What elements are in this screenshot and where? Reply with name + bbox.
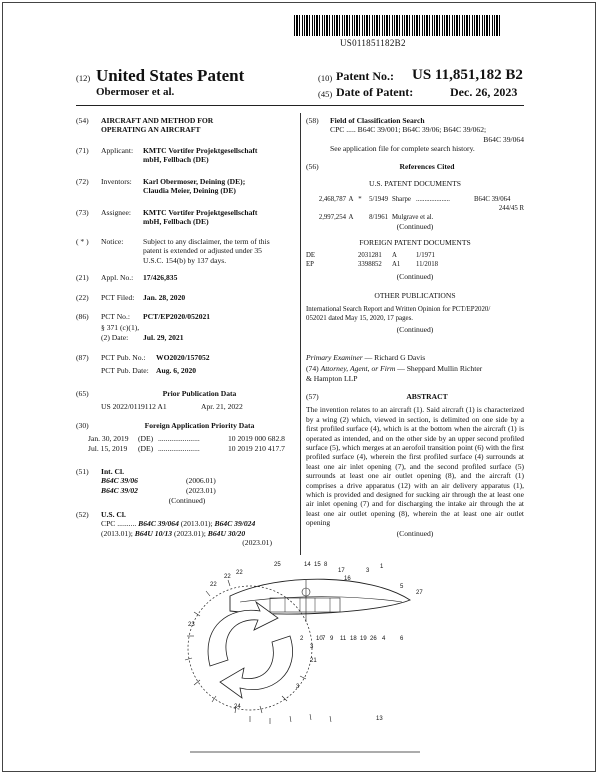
date-label: Date of Patent: (336, 85, 414, 99)
ref-number: 2,468,787 (318, 195, 346, 203)
cpc-class: B64U 10/13 (134, 528, 173, 538)
code: (65) (76, 389, 89, 398)
field-search-note: See application file for complete search history. (330, 143, 475, 153)
cpc-version: (2023.01) (242, 537, 272, 547)
attorney-line2: & Hampton LLP (306, 373, 358, 383)
header-rule (76, 105, 524, 106)
figure-label: 22 (236, 570, 243, 576)
figure-label: 3 (366, 568, 370, 574)
code: (22) (76, 293, 89, 302)
foreign-number: 2031281 (358, 252, 382, 260)
figure-label: 6 (400, 636, 404, 642)
figure-label: 3 (296, 684, 300, 690)
foreign-kind: A (392, 252, 397, 260)
inventors-line1: Karl Obermoser, Deining (DE); (143, 177, 246, 186)
foreign-docs-continued: (Continued) (396, 271, 434, 281)
table-row (76, 444, 298, 453)
figure-label: 11 (340, 636, 347, 642)
cpc-class: B64C 39/024 (214, 519, 256, 529)
barcode (294, 15, 502, 36)
patent-no: US 11,851,182 B2 (412, 67, 523, 83)
inventors-line2: Claudia Meier, Deining (DE) (143, 186, 236, 196)
figure-label: 5 (400, 584, 404, 590)
field-search-cpc-cont: B64C 39/064 (483, 134, 524, 144)
table-row (306, 260, 524, 269)
ref-kind: A (348, 214, 354, 222)
code: (54) (76, 116, 89, 125)
flow-arrows (185, 580, 331, 724)
doc-type: United States Patent (96, 66, 245, 85)
ref-number: 2,997,254 (318, 214, 346, 222)
assignee-label: Assignee: (101, 208, 131, 217)
field-search-section (306, 116, 524, 153)
s371-label: § 371 (c)(1), (101, 323, 140, 333)
code: (51) (76, 467, 89, 476)
us-cl-section (76, 510, 298, 547)
patent-figure (170, 556, 430, 766)
us-docs-continued: (Continued) (396, 222, 434, 232)
figure-label: 2 (300, 636, 304, 642)
ref-name: Mulgrave et al. (392, 214, 434, 222)
patent-no-label: Patent No.: (336, 69, 394, 83)
appl-section (76, 273, 298, 282)
cpc-class: B64U 30/20 (207, 528, 246, 538)
notice-line2: patent is extended or adjusted under 35 (143, 246, 262, 256)
figure-label: 8 (324, 562, 328, 568)
figure-label: 21 (310, 658, 317, 664)
code: (87) (76, 353, 89, 362)
foreign-country: EP (306, 261, 314, 269)
code: (86) (76, 312, 89, 321)
attorney-line1: — Sheppard Mullin Richter (397, 364, 483, 374)
figure-label: 4 (382, 636, 386, 642)
code: (71) (76, 146, 89, 155)
foreign-docs-heading: FOREIGN PATENT DOCUMENTS (359, 237, 471, 247)
flow-arrow-lower (220, 636, 293, 698)
foreign-kind: A1 (392, 261, 401, 269)
s371-date-label: (2) Date: (101, 332, 129, 342)
assignee-line2: mbH, Fellbach (DE) (143, 217, 209, 227)
flow-arrow-upper (208, 602, 278, 666)
ref-date: 8/1961 (369, 214, 388, 222)
int-cl-label: Int. Cl. (101, 467, 124, 476)
title-section (76, 116, 296, 135)
other-pub-line1: International Search Report and Written Opinion for PCT/EP2020/ (306, 306, 491, 314)
other-pub-line2: 052021 dated May 15, 2020, 17 pages. (306, 314, 413, 322)
int-cl-class: B64C 39/06 (101, 476, 138, 486)
title-line1: AIRCRAFT AND METHOD FOR (101, 116, 214, 125)
pct-pub-date: Aug. 6, 2020 (156, 366, 197, 376)
priority-date: Jan. 30, 2019 (88, 434, 129, 444)
code: ( * ) (76, 237, 89, 246)
appl-value: 17/426,835 (143, 273, 178, 282)
code: (73) (76, 208, 89, 217)
patent-date: Dec. 26, 2023 (450, 85, 518, 99)
examiner-name: — Richard G Davis (364, 353, 426, 362)
foreign-date: 11/2018 (416, 261, 439, 269)
other-pubs-heading: OTHER PUBLICATIONS (374, 290, 456, 300)
abstract-continued: (Continued) (396, 528, 434, 538)
ref-name: Sharpe (392, 195, 411, 203)
refs-section (306, 162, 524, 335)
us-docs-heading: U.S. PATENT DOCUMENTS (369, 179, 461, 189)
code: (56) (306, 162, 319, 171)
pct-no-section (76, 312, 298, 342)
ref-class: B64C 39/064 (474, 195, 511, 203)
dots: ...................... (158, 434, 200, 444)
cpc-version: (2013.01); (180, 519, 213, 529)
foreign-date: 1/1971 (416, 252, 435, 260)
drive-apparatus (270, 598, 340, 612)
prior-pub-heading: Prior Publication Data (162, 389, 237, 398)
code: (30) (76, 421, 89, 430)
pct-pub-label: PCT Pub. No.: (101, 353, 146, 362)
abstract-text: The invention relates to an aircraft (1). Said aircraft (1) is characterized by a wing (2) which, viewed in section, is delimited on one side by a first profiled surface (4), which is at the bottom when the aircraft (1) is operated as intended, and on the other side by an upper second profiled surface (5), which merges at an aerofoil transition point (6) with the first profiled surface (4), wherein the first profiled surface (4) surrounds at least one air inlet opening (7), and the second profiled surface (5) surrounds at least one air outlet opening (8), and the aircraft (1) comprises a drive apparatus (12) with an air delivery apparatus (1), which is provided and designed for sucking air through the at least one air inlet opening (7) and for discharging the intake air through the at least one air outlet opening (8), wherein the at least one air outlet opening (306, 405, 524, 528)
code-45: (45) (318, 89, 333, 99)
int-cl-version: (2023.01) (186, 485, 216, 495)
notice-label: Notice: (101, 237, 124, 246)
figure-label: 27 (416, 590, 423, 596)
figure-label: 24 (234, 704, 241, 710)
code-12: (12) (76, 73, 91, 83)
foreign-priority-heading: Foreign Application Priority Data (144, 421, 255, 430)
code: (52) (76, 510, 89, 519)
cpc-class: B64C 39/064 (138, 519, 179, 529)
inventors-section (76, 177, 298, 196)
examiner-label: Primary Examiner (306, 353, 363, 362)
applicant-line2: mbH, Fellbach (DE) (143, 155, 209, 165)
notice-line1: Subject to any disclaimer, the term of this (143, 237, 270, 246)
figure-label: 13 (376, 716, 383, 722)
dots: .................... (416, 195, 450, 203)
pct-pub-date-label: PCT Pub. Date: (101, 366, 149, 376)
pct-filed-value: Jan. 28, 2020 (143, 293, 186, 302)
assignee-section (76, 208, 298, 227)
code: (72) (76, 177, 89, 186)
title-line2: OPERATING AN AIRCRAFT (101, 125, 201, 135)
notice-section (76, 237, 298, 265)
ref-date: 5/1949 (369, 195, 388, 203)
inventors-label: Inventors: (101, 177, 132, 186)
pct-no-label: PCT No.: (101, 312, 130, 321)
table-row (76, 434, 298, 443)
figure-label: 14 (304, 562, 311, 568)
priority-number: 10 2019 210 417.7 (228, 443, 285, 453)
ref-class2: 244/45 R (498, 204, 524, 212)
applicant-label: Applicant: (101, 146, 134, 155)
code: (21) (76, 273, 89, 282)
barcode-number: US011851182B2 (340, 38, 406, 48)
ref-star (356, 213, 364, 222)
figure-label: 17 (338, 568, 345, 574)
int-cl-version: (2006.01) (186, 476, 216, 486)
refs-heading: References Cited (399, 162, 455, 171)
prior-pub-section (76, 389, 298, 412)
applicant-section (76, 146, 298, 165)
int-cl-continued: (Continued) (168, 495, 206, 505)
us-cl-label: U.S. Cl. (101, 510, 126, 519)
field-search-heading: Field of Classification Search (330, 116, 425, 125)
inventor-short: Obermoser et al. (96, 86, 175, 98)
assignee-line1: KMTC Vortifer Projektgesellschaft (143, 208, 258, 217)
applicant-line1: KMTC Vortifer Projektgesellschaft (143, 146, 258, 155)
pct-pub-value: WO2020/157052 (156, 353, 210, 362)
figure-label: 18 (350, 636, 357, 642)
figure-label: 3 (310, 644, 314, 650)
prior-pub-date: Apr. 21, 2022 (201, 402, 243, 412)
foreign-priority-section (76, 421, 298, 453)
figure-label: 10 (316, 636, 323, 642)
abstract-section (306, 392, 524, 538)
ref-kind: A (348, 195, 354, 203)
figure-label: 22 (224, 574, 231, 580)
pct-pub-section (76, 353, 298, 376)
other-pubs-continued: (Continued) (396, 325, 434, 335)
prior-pub-number: US 2022/0119112 A1 (101, 402, 167, 412)
table-row (306, 251, 524, 260)
priority-number: 10 2019 000 682.8 (228, 434, 285, 444)
notice-line3: U.S.C. 154(b) by 137 days. (143, 255, 227, 265)
wing-inner-line (240, 597, 402, 602)
foreign-country: DE (306, 252, 316, 260)
priority-date: Jul. 15, 2019 (88, 443, 128, 453)
attorney-label: Attorney, Agent, or Firm (320, 364, 396, 374)
ref-star: * (358, 195, 362, 203)
abstract-heading: ABSTRACT (406, 392, 448, 401)
field-search-cpc: CPC ..... B64C 39/001; B64C 39/06; B64C 39/062; (330, 125, 487, 135)
priority-country: (DE) (138, 434, 154, 444)
priority-country: (DE) (138, 443, 154, 453)
s371-date: Jul. 29, 2021 (143, 332, 184, 342)
int-cl-class: B64C 39/02 (101, 485, 138, 495)
foreign-number: 3398852 (358, 261, 382, 269)
int-cl-section (76, 467, 298, 505)
figure-label: 23 (188, 622, 195, 628)
figure-label: 25 (274, 562, 281, 568)
code-10: (10) (318, 73, 333, 83)
figure-label: 9 (330, 636, 334, 642)
code: (57) (306, 392, 319, 401)
figure-label: 26 (370, 636, 377, 642)
cpc-label: CPC .......... (101, 519, 137, 529)
code: (58) (306, 116, 319, 125)
figure-label: 19 (360, 636, 367, 642)
code: (74) (306, 364, 319, 374)
pct-filed-label: PCT Filed: (101, 293, 135, 302)
appl-label: Appl. No.: (101, 273, 134, 282)
figure-label: 16 (344, 576, 351, 582)
table-row (306, 195, 524, 204)
figure-label: 1 (380, 564, 384, 570)
pct-filed-section (76, 293, 298, 302)
dots: ...................... (158, 443, 200, 453)
table-row (306, 213, 524, 222)
vortex-circle (188, 586, 312, 710)
figure-label: 15 (314, 562, 321, 568)
cpc-version: (2013.01); (101, 528, 133, 538)
figure-label: 7 (322, 636, 326, 642)
pct-no-value: PCT/EP2020/052021 (143, 312, 211, 321)
examiner-section (306, 353, 524, 383)
cpc-version: (2023.01); (174, 528, 206, 538)
column-divider (300, 113, 301, 555)
figure-label: 22 (210, 582, 217, 588)
